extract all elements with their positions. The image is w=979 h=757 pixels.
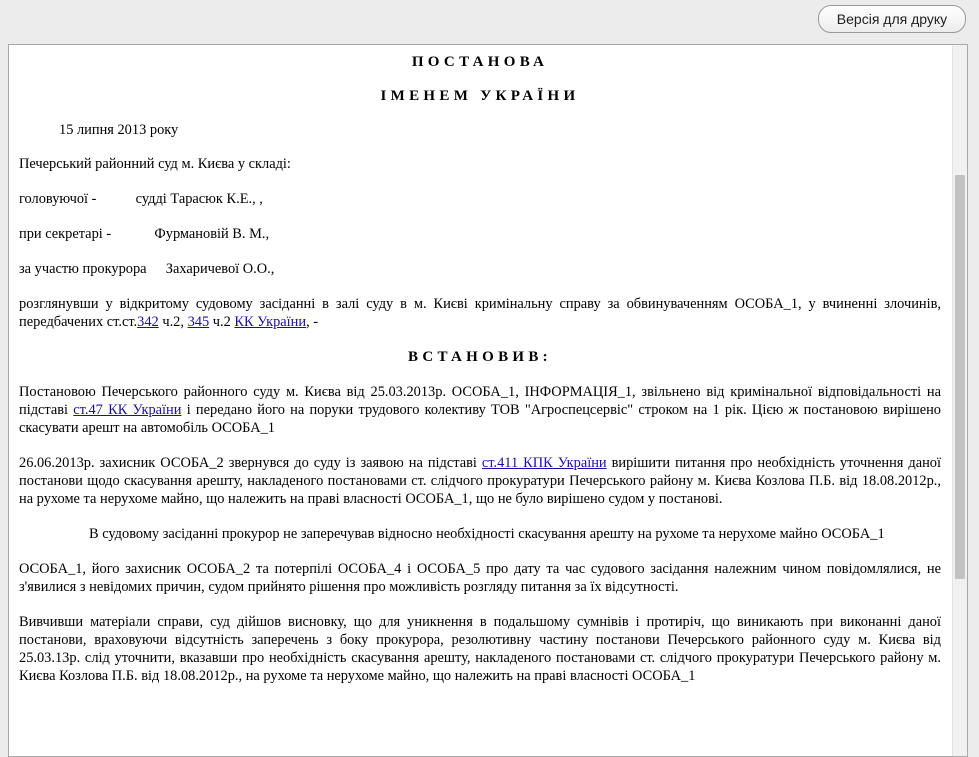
link-article-342[interactable]: 342 [137,314,159,330]
established-heading: ВСТАНОВИВ: [408,349,552,365]
print-version-button[interactable]: Версія для друку [818,5,966,33]
paragraph-resolution: Постановою Печерського районного суду м. Києва від 25.03.2013р. ОСОБА_1, ІНФОРМАЦІЯ_1, звільнено від кримінальної відповідальності на підставі ст.47 КК України і передано його на поруки трудового колективу ТОВ "Агроспецсервіс" строком на 1 рік. Цією ж постановою вирішено скасувати арешт на автомобіль ОСОБА_1 [19,384,941,436]
prosecutor-name: Захаричевої О.О., [165,261,275,277]
link-criminal-code[interactable]: КК України [234,314,307,330]
secretary-line [19,225,941,243]
paragraph-application: 26.06.2013р. захисник ОСОБА_2 звернувся до суду із заявою на підставі ст.411 КПК України вирішити питання про необхідність уточнення даної постанови щодо скасування арешту, накладеного постановами ст. слідчого прокуратури Печерського району м. Києва Козлова П.Б. від 18.08.2012р., на рухоме та нерухоме майно, що належить на праві власності ОСОБА_1, що не було вирішено судом у постанові. [19,455,941,507]
court-composition: Печерський районний суд м. Києва у складі: [19,156,291,172]
document-viewer[interactable] [8,44,968,757]
paragraph-prosecutor: В судовому засіданні прокурор не заперечував відносно необхідності скасування арешту на рухоме та нерухоме майно ОСОБА_1 [89,526,885,542]
prosecutor-label: за участю прокурора [19,261,147,277]
secretary-label: при секретарі - [19,226,112,242]
prosecutor-line [19,260,941,278]
link-article-411[interactable]: ст.411 КПК України [481,455,607,471]
document-date: 15 липня 2013 року [59,122,179,138]
paragraph-parties: ОСОБА_1, його захисник ОСОБА_2 та потерпілі ОСОБА_4 і ОСОБА_5 про дату та час судового засідання належним чином повідомлялися, не з'явилися з невідомих причин, судом прийнято рішення про можливість розгляду питання за їх відсутності. [19,561,941,595]
presiding-label: головуючої - [19,191,97,207]
scrollbar-thumb[interactable] [955,175,965,579]
presiding-name: судді Тарасюк К.Е., , [135,191,263,207]
link-article-345[interactable]: 345 [187,314,210,330]
document-title: ПОСТАНОВА [411,54,549,70]
paragraph-consideration: розглянувши у відкритому судовому засіданні в залі суду в м. Києві кримінальну справу за обвинуваченням ОСОБА_1, у вчиненні злочинів, передбачених ст.ст.342 ч.2, 345 ч.2 КК України, - [19,296,941,330]
secretary-name: Фурмановій В. М., [154,226,270,242]
document-content [19,45,941,685]
document-subtitle: ІМЕНЕМ УКРАЇНИ [380,88,580,104]
presiding-line [19,190,941,208]
vertical-scrollbar[interactable] [952,45,967,756]
paragraph-conclusion: Вивчивши матеріали справи, суд дійшов висновку, що для уникнення в подальшому сумнівів і протиріч, що виникають при виконанні даної постанови, враховуючи відсутність заперечень з боку прокурора, резолютивну частину постанови Печерського районного суду м. Києва від 25.03.13р. слід уточнити, вказавши про необхідність скасування арешту, накладеного постановами ст. слідчого прокуратури Печерського району м. Києва Козлова П.Б. від 18.08.2012р., на рухоме та нерухоме майно, що належить на праві власності ОСОБА_1 [19,614,941,684]
link-article-47[interactable]: ст.47 КК України [73,402,182,418]
